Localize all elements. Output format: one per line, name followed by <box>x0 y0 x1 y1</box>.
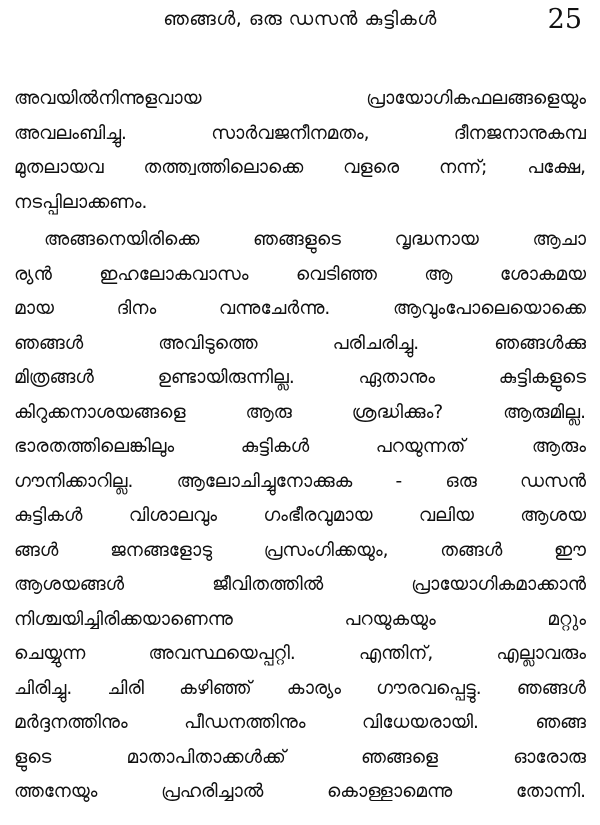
text-line: ങ്ങൾ ജനങ്ങളോടു പ്രസംഗിക്കയും, തങ്ങൾ ഈ <box>14 539 586 561</box>
text-line: ചിരിച്ചു. ചിരി കഴിഞ്ഞ് കാര്യം ഗൗരവപ്പെട്ടു. ഞങ്ങൾ <box>14 677 586 699</box>
text-line: മർദ്ദനത്തിനും പീഡനത്തിനും വിധേയരായി. ഞങ്ങ <box>14 712 586 733</box>
text-line: ഭാരതത്തിലെങ്കിലും കുട്ടികൾ പറയുന്നത് ആരും <box>14 436 586 457</box>
text-line: ഞങ്ങൾ അവിടുത്തെ പരിചരിച്ചു. ഞങ്ങൾക്കു <box>14 332 586 354</box>
text-line: അവയിൽനിന്നുളവായ പ്രായോഗികഫലങ്ങളെയും <box>14 88 586 109</box>
text-line: ചെയ്യുന്ന അവസ്ഥയെപ്പറ്റി. എന്തിന്, എല്ലാവരും <box>14 643 586 664</box>
text-line: ത്തനേയും പ്രഹരിച്ചാൽ കൊള്ളാമെന്നു തോന്നി. <box>14 781 586 802</box>
text-line: നിശ്ചയിച്ചിരിക്കയാണെന്നു പറയുകയും മറ്റും <box>14 608 586 630</box>
running-title: ഞങ്ങൾ, ഒരു ഡസൻ കുട്ടികൾ <box>163 8 437 30</box>
text-line: മിത്രങ്ങൾ ഉണ്ടായിരുന്നില്ല. ഏതാനും കുട്ടികളുടെ <box>14 367 586 388</box>
text-line: കുട്ടികൾ വിശാലവും ഗംഭീരവുമായ വലിയ ആശയ <box>14 505 586 526</box>
paragraph-1 <box>14 82 586 220</box>
text-line: ര്യൻ ഇഹലോകവാസം വെടിഞ്ഞ ആ ശോകമയ <box>14 263 586 285</box>
text-line: ആശയങ്ങൾ ജീവിതത്തിൽ പ്രായോഗികമാക്കാൻ <box>14 574 586 595</box>
text-line: മുതലായവ തത്ത്വത്തിലൊക്കെ വളരെ നന്ന്; പക്ഷേ, <box>14 157 586 178</box>
text-line: ഗൗനിക്കാറില്ല. ആലോചിച്ചുനോക്കുക - ഒരു ഡസൻ <box>14 470 586 492</box>
text-line: കിറുക്കനാശയങ്ങളെ ആരു ശ്രദ്ധിക്കും? ആരുമില്ല. <box>14 401 586 423</box>
text-line: ളുടെ മാതാപിതാക്കൾക്ക് ഞങ്ങളെ ഓരോരു <box>14 746 586 768</box>
text-line: നടപ്പിലാക്കണം. <box>14 191 148 213</box>
text-line: അങ്ങനെയിരിക്കെ ഞങ്ങളുടെ വൃദ്ധനായ ആചാ <box>44 229 586 250</box>
paragraph-2 <box>14 223 586 810</box>
text-line: മായ ദിനം വന്നുചേർന്നു. ആവുംപോലെയൊക്കെ <box>14 298 586 319</box>
body-text <box>14 82 586 810</box>
page-header <box>0 0 600 40</box>
page-number: 25 <box>547 4 582 35</box>
text-line: അവലംബിച്ചു. സാർവജനീനമതം, ദീനജനാനുകമ്പ <box>14 122 586 144</box>
